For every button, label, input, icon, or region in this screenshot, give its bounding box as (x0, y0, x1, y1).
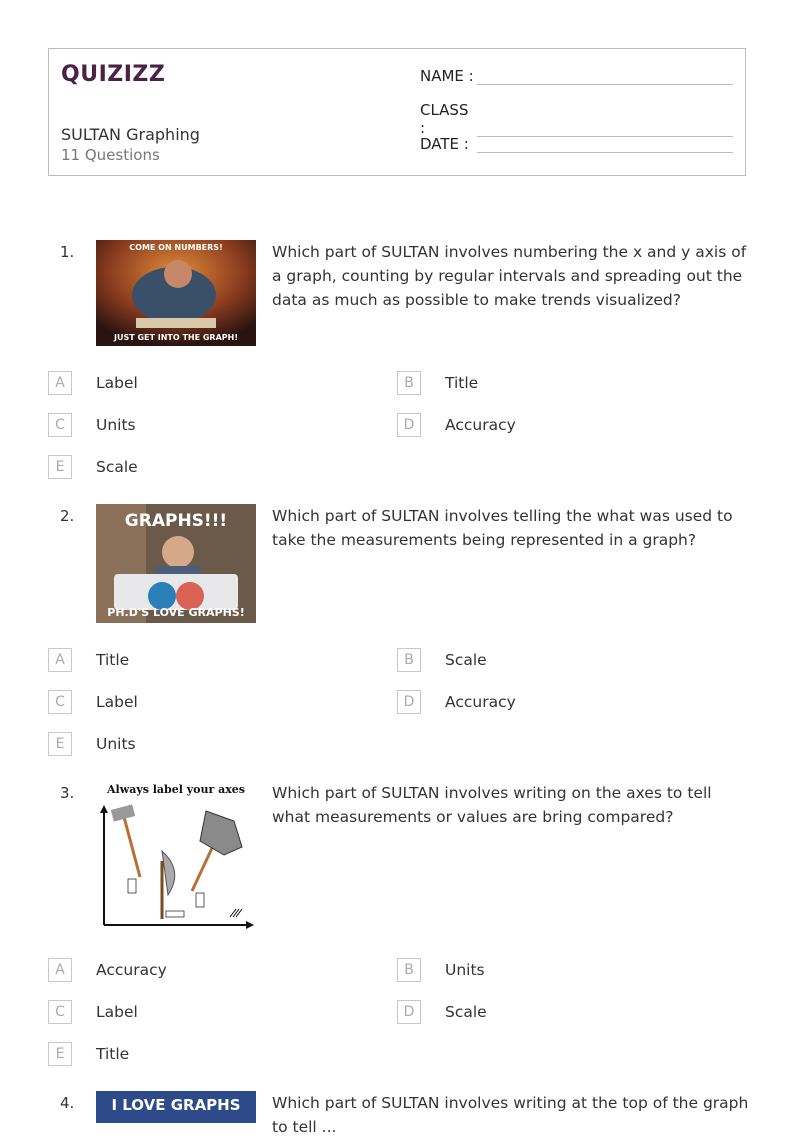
option-text: Units (96, 735, 136, 753)
option-text: Label (96, 1003, 138, 1021)
worksheet-title: SULTAN Graphing (61, 125, 200, 144)
question-image (96, 504, 256, 623)
option-letter: E (48, 1042, 72, 1066)
option-text: Units (445, 961, 485, 979)
image-caption-top: I LOVE GRAPHS (111, 1096, 241, 1114)
option-letter: A (48, 371, 72, 395)
logo-wordmark-icon (61, 59, 166, 87)
option-text: Title (96, 1045, 130, 1063)
option-letter: D (397, 413, 421, 437)
date-label: DATE : (420, 135, 469, 153)
option-text: Accuracy (445, 693, 516, 711)
date-field[interactable] (420, 135, 733, 153)
name-field[interactable] (420, 67, 733, 85)
option-d[interactable] (397, 690, 516, 714)
svg-text:QUIZIZZ: QUIZIZZ (61, 62, 166, 87)
option-text: Title (96, 651, 130, 669)
option-letter: B (397, 371, 421, 395)
question-text: Which part of SULTAN involves numbering the x and y axis of a graph, counting by regular intervals and spreading out the data as much as possible to make trends visualized? (272, 243, 747, 309)
meme-image-icon (96, 240, 256, 346)
name-label: NAME : (420, 67, 474, 85)
image-caption-top: COME ON NUMBERS! (129, 243, 223, 252)
option-text: Scale (445, 1003, 487, 1021)
option-a[interactable] (48, 371, 138, 395)
option-text: Scale (96, 458, 138, 476)
option-letter: B (397, 958, 421, 982)
image-caption-top: GRAPHS!!! (124, 511, 228, 531)
option-letter: D (397, 690, 421, 714)
option-b[interactable] (397, 371, 478, 395)
question-number: 4. (60, 1094, 75, 1112)
quizizz-logo (61, 59, 166, 93)
option-text: Units (96, 416, 136, 434)
option-letter: C (48, 413, 72, 437)
class-field[interactable] (420, 101, 733, 137)
question-text: Which part of SULTAN involves telling the what was used to take the measurements being represented in a graph? (272, 507, 733, 549)
option-letter: B (397, 648, 421, 672)
option-a[interactable] (48, 648, 129, 672)
option-letter: C (48, 1000, 72, 1024)
option-text: Accuracy (96, 961, 167, 979)
option-letter: A (48, 958, 72, 982)
meme-image-icon (96, 504, 256, 623)
image-caption-top: Always label your axes (107, 783, 245, 796)
question-number: 1. (60, 243, 75, 261)
worksheet-header (48, 48, 746, 176)
image-caption-bottom: PH.D'S LOVE GRAPHS! (107, 606, 245, 619)
option-letter: E (48, 732, 72, 756)
question-image (96, 781, 256, 931)
question-number: 3. (60, 784, 75, 802)
meme-image-icon (96, 1091, 256, 1123)
question-4 (0, 1091, 794, 1136)
option-c[interactable] (48, 690, 138, 714)
option-text: Title (445, 374, 479, 392)
option-text: Label (96, 374, 138, 392)
option-c[interactable] (48, 413, 136, 437)
image-caption-bottom: JUST GET INTO THE GRAPH! (114, 333, 238, 342)
option-text: Label (96, 693, 138, 711)
option-letter: E (48, 455, 72, 479)
option-c[interactable] (48, 1000, 138, 1024)
option-e[interactable] (48, 1042, 129, 1066)
question-text: Which part of SULTAN involves writing at the top of the graph to tell ... (272, 1094, 749, 1136)
axes-comic-icon (96, 781, 256, 931)
option-e[interactable] (48, 455, 138, 479)
option-d[interactable] (397, 413, 516, 437)
question-number: 2. (60, 507, 75, 525)
name-line[interactable] (477, 67, 733, 85)
option-letter: A (48, 648, 72, 672)
question-count: 11 Questions (61, 146, 160, 164)
question-image (96, 240, 256, 346)
option-b[interactable] (397, 958, 485, 982)
option-e[interactable] (48, 732, 136, 756)
question-text: Which part of SULTAN involves writing on the axes to tell what measurements or values are bring compared? (272, 784, 712, 826)
option-text: Scale (445, 651, 487, 669)
option-text: Accuracy (445, 416, 516, 434)
option-letter: C (48, 690, 72, 714)
date-line[interactable] (477, 135, 733, 153)
option-letter: D (397, 1000, 421, 1024)
option-a[interactable] (48, 958, 167, 982)
option-b[interactable] (397, 648, 487, 672)
class-label: CLASS : (420, 101, 469, 137)
option-d[interactable] (397, 1000, 487, 1024)
question-image (96, 1091, 256, 1123)
